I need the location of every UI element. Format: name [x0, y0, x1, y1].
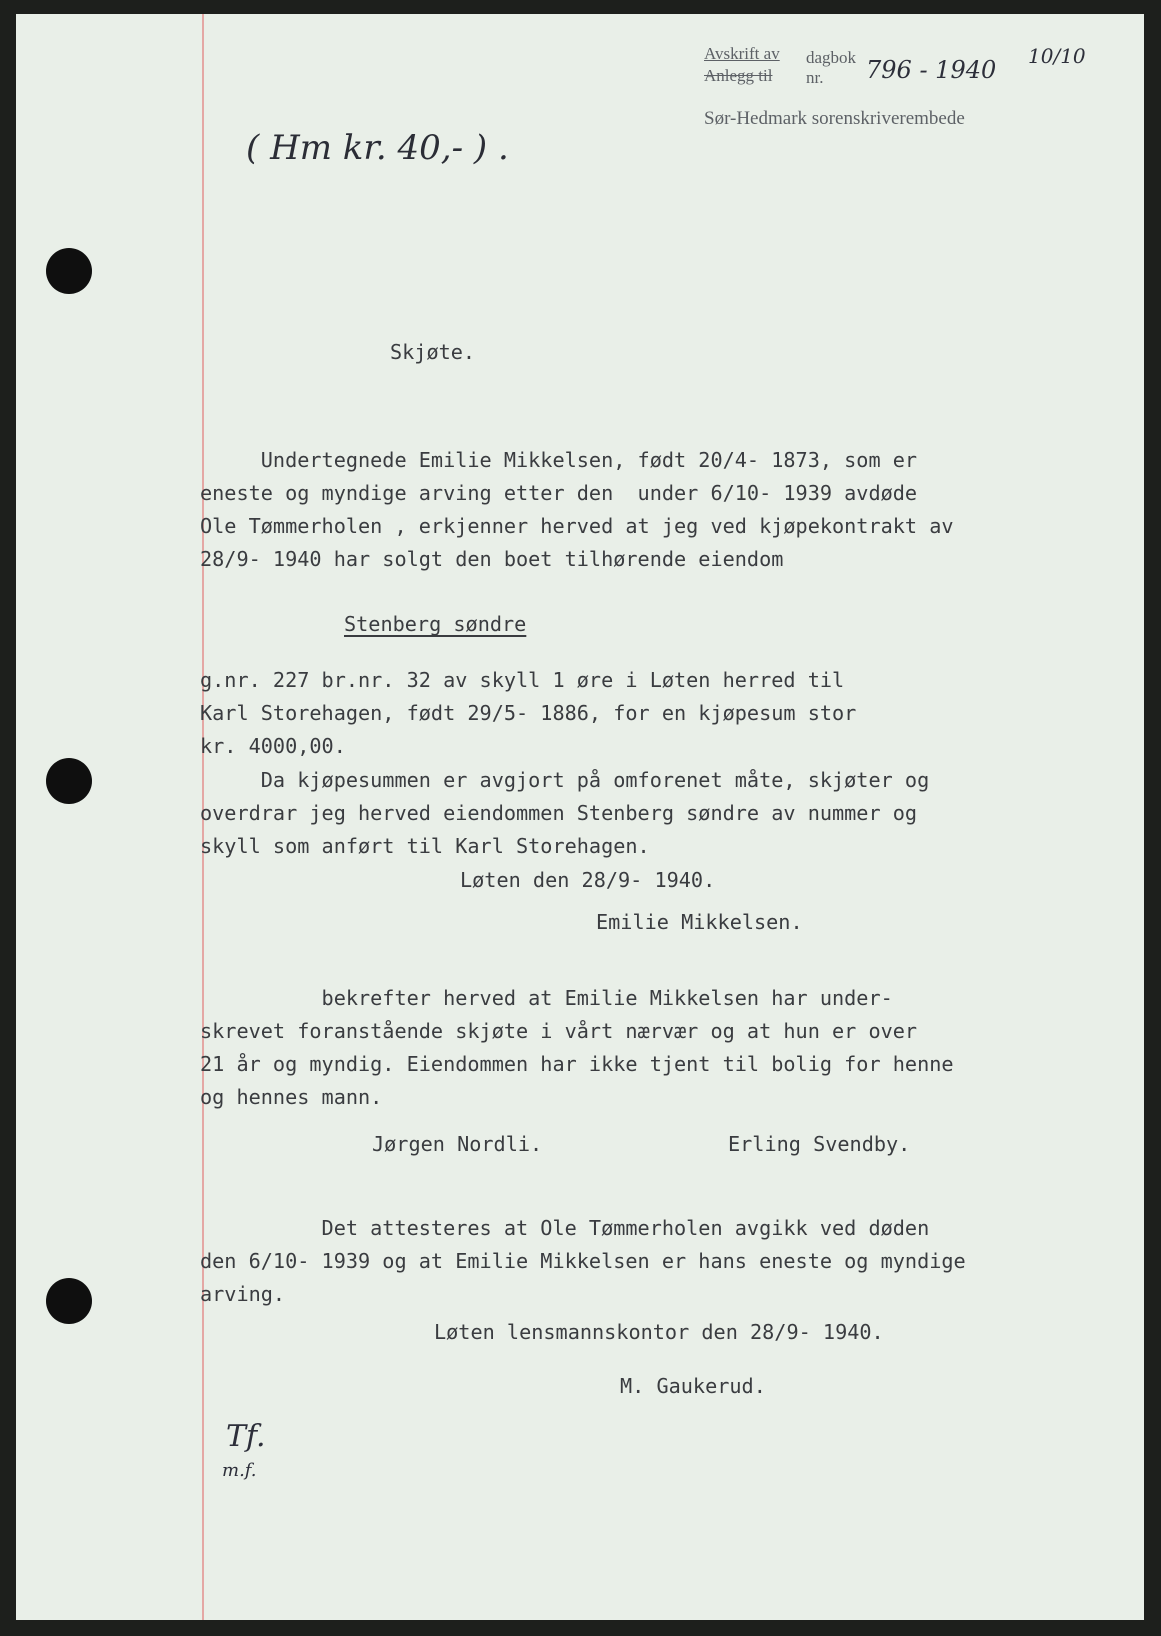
place-date: Løten lensmannskontor den 28/9- 1940. [434, 1320, 884, 1344]
text-line: g.nr. 227 br.nr. 32 av skyll 1 øre i Løten herred til [200, 668, 845, 692]
punch-hole [46, 248, 92, 294]
text-line: og hennes mann. [200, 1085, 383, 1109]
header-avskrift: Avskrift av [704, 44, 780, 63]
header-date: 10/10 [1028, 44, 1086, 68]
text-line: Karl Storehagen, født 29/5- 1886, for en kjøpesum stor [200, 701, 857, 725]
header-struck-text: Anlegg til [704, 66, 773, 85]
seller-signature: Emilie Mikkelsen. [596, 910, 803, 934]
text-line: skrevet foranstående skjøte i vårt nærvær og at hun er over [200, 1019, 918, 1043]
header-office: Sør-Hedmark sorenskriverembede [704, 108, 965, 129]
text-line: kr. 4000,00. [200, 734, 346, 758]
lensmann-signature: M. Gaukerud. [620, 1374, 766, 1398]
text-line: Det attesteres at Ole Tømmerholen avgikk ved døden [200, 1216, 930, 1240]
margin-initials: m.f. [222, 1460, 257, 1481]
text-line: Undertegnede Emilie Mikkelsen, født 20/4- 1873, som er [200, 448, 918, 472]
text-line: 21 år og myndig. Eiendommen har ikke tjent til bolig for henne [200, 1052, 954, 1076]
text-line: Da kjøpesummen er avgjort på omforenet måte, skjøter og [200, 768, 930, 792]
margin-mark: Tf. [226, 1419, 266, 1454]
text-line: arving. [200, 1282, 286, 1306]
document-page [16, 14, 1144, 1620]
text-line: Ole Tømmerholen , erkjenner herved at jeg ved kjøpekontrakt av [200, 514, 954, 538]
text-line: eneste og myndige arving etter den under 6/10- 1939 avdøde [200, 481, 918, 505]
punch-hole [46, 758, 92, 804]
document-title: Skjøte. [390, 340, 476, 364]
header-row [704, 44, 780, 64]
fee-annotation: ( Hm kr. 40,- ) . [246, 128, 509, 168]
punch-hole [46, 1278, 92, 1324]
place-date: Løten den 28/9- 1940. [460, 868, 716, 892]
text-line: skyll som anført til Karl Storehagen. [200, 834, 650, 858]
text-line: overdrar jeg herved eiendommen Stenberg søndre av nummer og [200, 801, 918, 825]
witness-signature: Jørgen Nordli. [372, 1132, 543, 1156]
witness-signature: Erling Svendby. [728, 1132, 911, 1156]
dagbok-number: 796 - 1940 [866, 56, 997, 84]
text-line: 28/9- 1940 har solgt den boet tilhørende eiendom [200, 547, 784, 571]
text-line: den 6/10- 1939 og at Emilie Mikkelsen er hans eneste og myndige [200, 1249, 966, 1273]
text-line: bekrefter herved at Emilie Mikkelsen har under- [200, 986, 893, 1010]
header-dagbok-label: dagbok nr. [806, 48, 857, 87]
property-name: Stenberg søndre [344, 612, 527, 636]
